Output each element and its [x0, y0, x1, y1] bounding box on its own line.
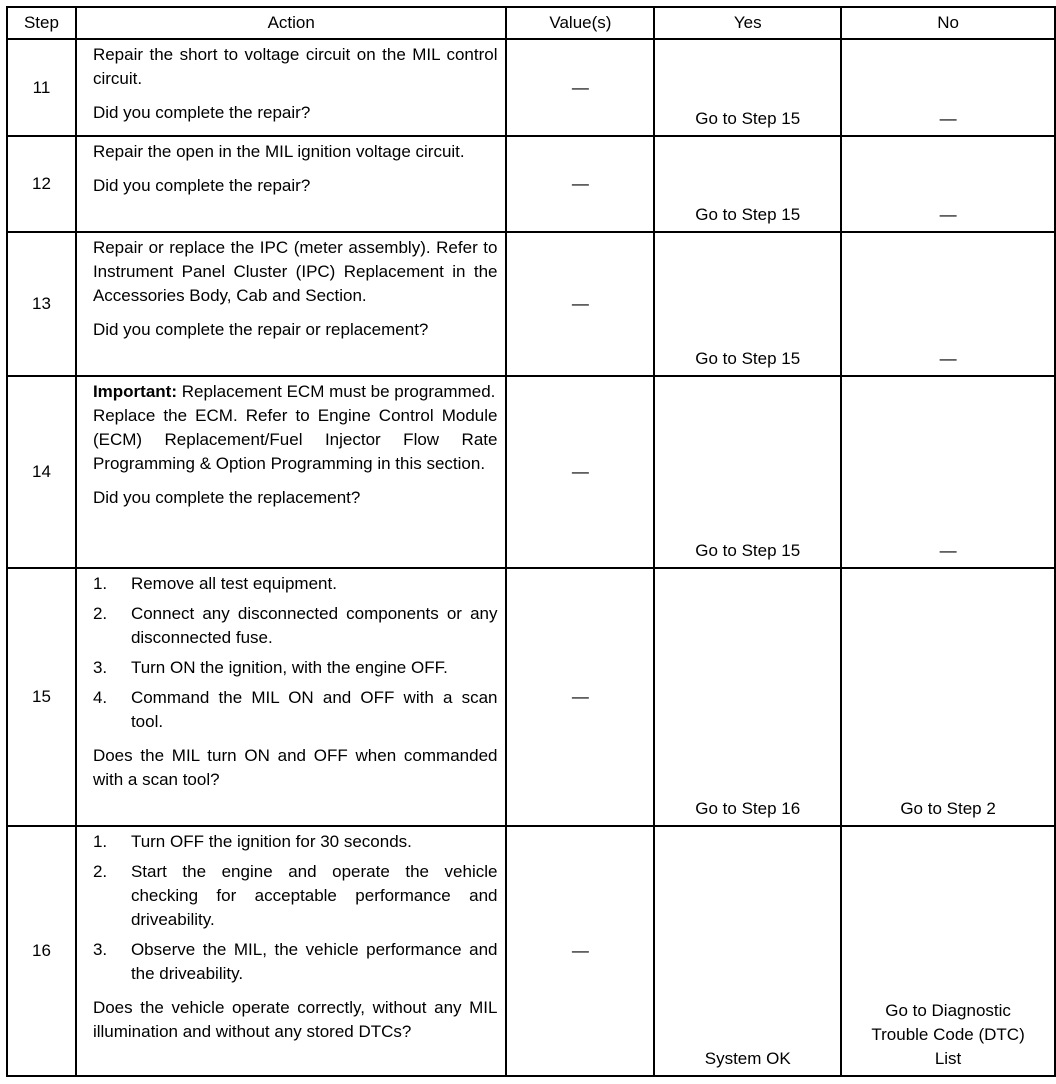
list-number: 2. — [92, 862, 108, 881]
header-yes: Yes — [654, 7, 841, 39]
yes-cell: Go to Step 15 — [654, 136, 841, 232]
action-cell — [76, 376, 507, 568]
header-step: Step — [7, 7, 76, 39]
no-cell: — — [841, 136, 1055, 232]
value-cell: — — [506, 232, 654, 376]
action-list-item — [93, 860, 498, 932]
important-note — [93, 380, 498, 404]
list-text: Command the MIL ON and OFF with a scan tool. — [130, 688, 498, 731]
action-text: Replace the ECM. Refer to Engine Control Module (ECM) Replacement/Fuel Injector Flow Rate Programming & Option Programming in this section. — [92, 406, 498, 473]
list-text: Start the engine and operate the vehicle checking for acceptable performance and driveability. — [130, 862, 498, 929]
header-action: Action — [76, 7, 507, 39]
action-question: Did you complete the repair? — [92, 103, 311, 122]
action-list-item — [93, 656, 498, 680]
header-row — [7, 7, 1055, 39]
no-cell: — — [841, 39, 1055, 136]
action-list-item — [93, 938, 498, 986]
diagnostic-table — [6, 6, 1056, 1077]
list-number: 3. — [92, 940, 108, 959]
table-row — [7, 136, 1055, 232]
important-label: Important: — [92, 382, 177, 401]
action-cell — [76, 232, 507, 376]
list-text: Remove all test equipment. — [130, 574, 337, 593]
yes-cell: Go to Step 15 — [654, 376, 841, 568]
list-text: Turn OFF the ignition for 30 seconds. — [130, 832, 412, 851]
step-number: 16 — [7, 826, 76, 1076]
list-text: Observe the MIL, the vehicle performance and the driveability. — [130, 940, 498, 983]
value-cell: — — [506, 826, 654, 1076]
action-question: Does the MIL turn ON and OFF when commanded with a scan tool? — [92, 746, 498, 789]
action-cell — [76, 136, 507, 232]
yes-cell: System OK — [654, 826, 841, 1076]
no-cell: — — [841, 376, 1055, 568]
list-text: Connect any disconnected components or any disconnected fuse. — [130, 604, 498, 647]
action-question: Did you complete the repair or replacement? — [92, 320, 429, 339]
step-number: 14 — [7, 376, 76, 568]
action-question: Did you complete the replacement? — [92, 488, 361, 507]
action-list-item — [93, 830, 498, 854]
action-cell — [76, 39, 507, 136]
yes-cell: Go to Step 15 — [654, 232, 841, 376]
action-cell — [76, 568, 507, 826]
list-number: 3. — [92, 658, 108, 677]
important-text: Replacement ECM must be programmed. — [176, 382, 496, 401]
header-values: Value(s) — [506, 7, 654, 39]
value-cell: — — [506, 376, 654, 568]
action-text: Repair the open in the MIL ignition voltage circuit. — [92, 142, 465, 161]
yes-cell: Go to Step 16 — [654, 568, 841, 826]
action-question: Does the vehicle operate correctly, without any MIL illumination and without any stored DTCs? — [92, 998, 498, 1041]
action-cell — [76, 826, 507, 1076]
table-row — [7, 39, 1055, 136]
step-number: 12 — [7, 136, 76, 232]
step-number: 15 — [7, 568, 76, 826]
table-row — [7, 376, 1055, 568]
value-cell: — — [506, 136, 654, 232]
yes-cell: Go to Step 15 — [654, 39, 841, 136]
list-number: 1. — [92, 574, 108, 593]
table-row — [7, 568, 1055, 826]
value-cell: — — [506, 568, 654, 826]
no-cell: — — [841, 232, 1055, 376]
action-list-item — [93, 602, 498, 650]
step-number: 13 — [7, 232, 76, 376]
action-list-item — [93, 572, 498, 596]
step-number: 11 — [7, 39, 76, 136]
header-no: No — [841, 7, 1055, 39]
value-cell: — — [506, 39, 654, 136]
table-row — [7, 232, 1055, 376]
list-text: Turn ON the ignition, with the engine OFF. — [130, 658, 448, 677]
list-number: 4. — [92, 688, 108, 707]
no-cell: Go to Step 2 — [841, 568, 1055, 826]
action-list-item — [93, 686, 498, 734]
action-text: Repair or replace the IPC (meter assembly). Refer to Instrument Panel Cluster (IPC) Replacement in the Accessories Body, Cab and Section. — [92, 238, 498, 305]
list-number: 2. — [92, 604, 108, 623]
action-text: Repair the short to voltage circuit on the MIL control circuit. — [92, 45, 498, 88]
no-cell: Go to Diagnostic Trouble Code (DTC) List — [841, 826, 1055, 1076]
table-row — [7, 826, 1055, 1076]
action-question: Did you complete the repair? — [92, 176, 311, 195]
list-number: 1. — [92, 832, 108, 851]
